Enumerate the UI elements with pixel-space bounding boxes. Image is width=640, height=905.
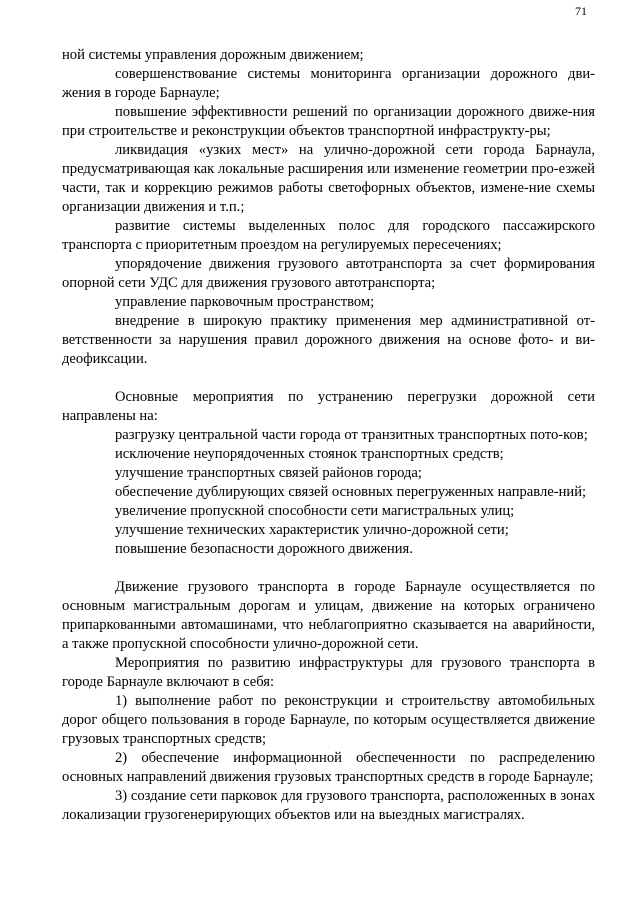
list-item: увеличение пропускной способности сети магистральных улиц;: [115, 503, 515, 519]
list-item: улучшение технических характеристик улично-дорожной сети;: [115, 522, 509, 538]
list-item: исключение неупорядоченных стоянок транспортных средств;: [115, 446, 504, 462]
list-item: разгрузку центральной части города от транзитных транспортных пото-ков;: [115, 427, 588, 443]
list-item: развитие системы выделенных полос для городского пассажирского транспорта с приоритетным проездом на регулируемых пересечениях;: [62, 218, 595, 253]
paragraph: Мероприятия по развитию инфраструктуры для грузового транспорта в городе Барнауле включают в себя:: [62, 655, 595, 690]
paragraph: Основные мероприятия по устранению перегрузки дорожной сети направлены на:: [62, 389, 595, 424]
paragraph: Движение грузового транспорта в городе Барнауле осуществляется по основным магистральным дорогам и улицам, движение на которых ограничено припаркованными автомашинами, что неблагоприятно сказывается на аварийности, а также пропускной способности улично-дорожной сети.: [62, 579, 595, 652]
list-item: 2) обеспечение информационной обеспеченности по распределению основных направлений движения грузовых транспортных средств в городе Барнауле;: [62, 750, 595, 785]
list-item: 3) создание сети парковок для грузового транспорта, расположенных в зонах локализации грузогенерирующих объектов или на выездных магистралях.: [62, 788, 595, 823]
page-number: 71: [575, 4, 587, 18]
list-item: повышение эффективности решений по организации дорожного движе-ния при строительстве и реконструкции объектов транспортной инфраструкту-ры;: [62, 104, 595, 139]
list-item: совершенствование системы мониторинга организации дорожного дви-жения в городе Барнауле;: [62, 66, 595, 101]
list-item: улучшение транспортных связей районов города;: [115, 465, 422, 481]
list-item: обеспечение дублирующих связей основных перегруженных направле-ний;: [115, 484, 587, 500]
list-item: повышение безопасности дорожного движения.: [115, 541, 413, 557]
list-item: 1) выполнение работ по реконструкции и строительству автомобильных дорог общего пользования в городе Барнауле, по которым осуществляется движение грузовых транспортных средств;: [62, 693, 595, 747]
list-item: ликвидация «узких мест» на улично-дорожной сети города Барнаула, предусматривающая как локальные расширения или изменение геометрии про-езжей части, так и коррекцию режимов работы светофорных объектов, измене-ние схемы организации движения и т.п.;: [62, 142, 595, 215]
list-item: упорядочение движения грузового автотранспорта за счет формирования опорной сети УДС для движения грузового автотранспорта;: [62, 256, 595, 291]
list-item: управление парковочным пространством;: [115, 294, 375, 310]
paragraph: ной системы управления дорожным движением;: [62, 47, 364, 63]
list-item: внедрение в широкую практику применения мер административной от-ветственности за нарушения правил дорожного движения на основе фото- и ви-деофиксации.: [62, 313, 595, 367]
document-body: [62, 46, 595, 825]
